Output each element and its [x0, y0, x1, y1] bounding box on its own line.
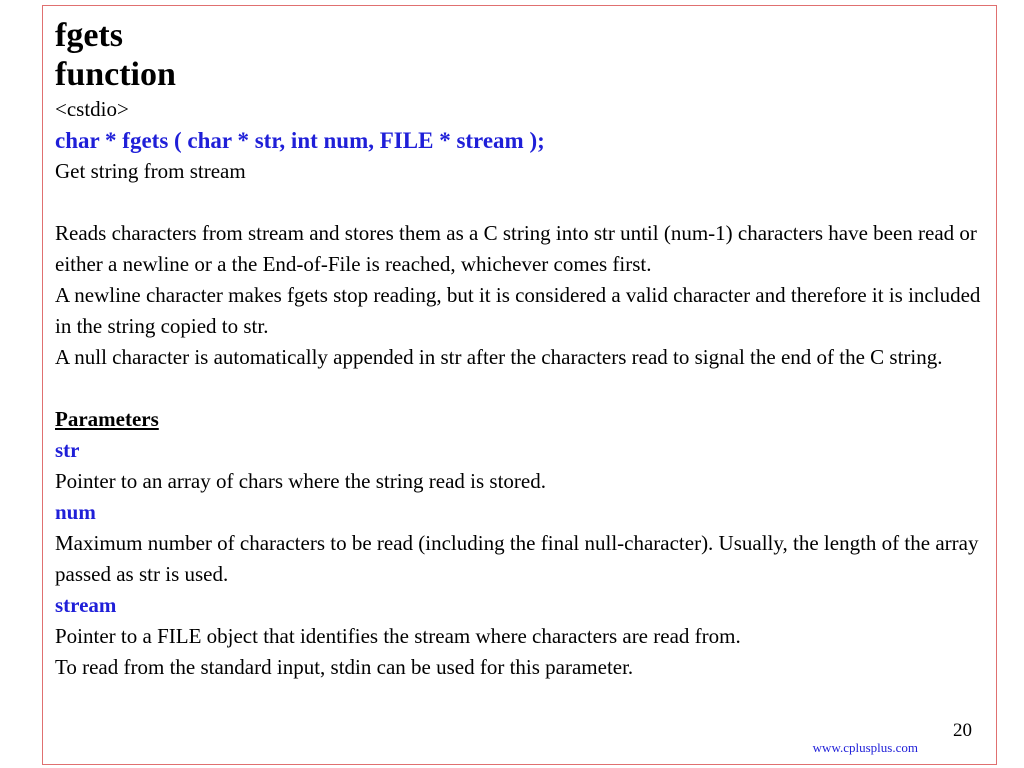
source-credit: www.cplusplus.com — [812, 740, 918, 755]
description-paragraph-2: A newline character makes fgets stop reading, but it is considered a valid character and therefore it is included in the string copied to str. — [55, 283, 981, 338]
spacer — [55, 373, 993, 404]
param-name-num: num — [55, 500, 96, 524]
page-number: 20 — [953, 720, 972, 741]
param-desc-num: Maximum number of characters to be read (including the final null-character). Usually, the length of the array passed as str is used. — [55, 531, 979, 586]
function-summary: Get string from stream — [55, 159, 246, 183]
parameters-heading: Parameters — [55, 407, 159, 431]
spacer — [55, 187, 993, 218]
param-desc-stream: Pointer to a FILE object that identifies the stream where characters are read from. To read from the standard input, stdin can be used for this parameter. — [55, 624, 741, 679]
description-paragraph-1: Reads characters from stream and stores them as a C string into str until (num-1) characters have been read or either a newline or a the End-of-File is reached, whichever comes first. — [55, 221, 977, 276]
slide — [42, 5, 997, 765]
param-name-stream: stream — [55, 593, 117, 617]
function-prototype: char * fgets ( char * str, int num, FILE * stream ); — [55, 128, 545, 153]
header-name: <cstdio> — [55, 97, 129, 121]
param-name-str: str — [55, 438, 80, 462]
title-line-1: fgets — [55, 17, 123, 54]
slide-content — [55, 16, 993, 683]
description-paragraph-3: A null character is automatically appended in str after the characters read to signal the end of the C string. — [55, 345, 943, 369]
title-line-2: function — [55, 56, 176, 93]
param-desc-str: Pointer to an array of chars where the string read is stored. — [55, 469, 546, 493]
